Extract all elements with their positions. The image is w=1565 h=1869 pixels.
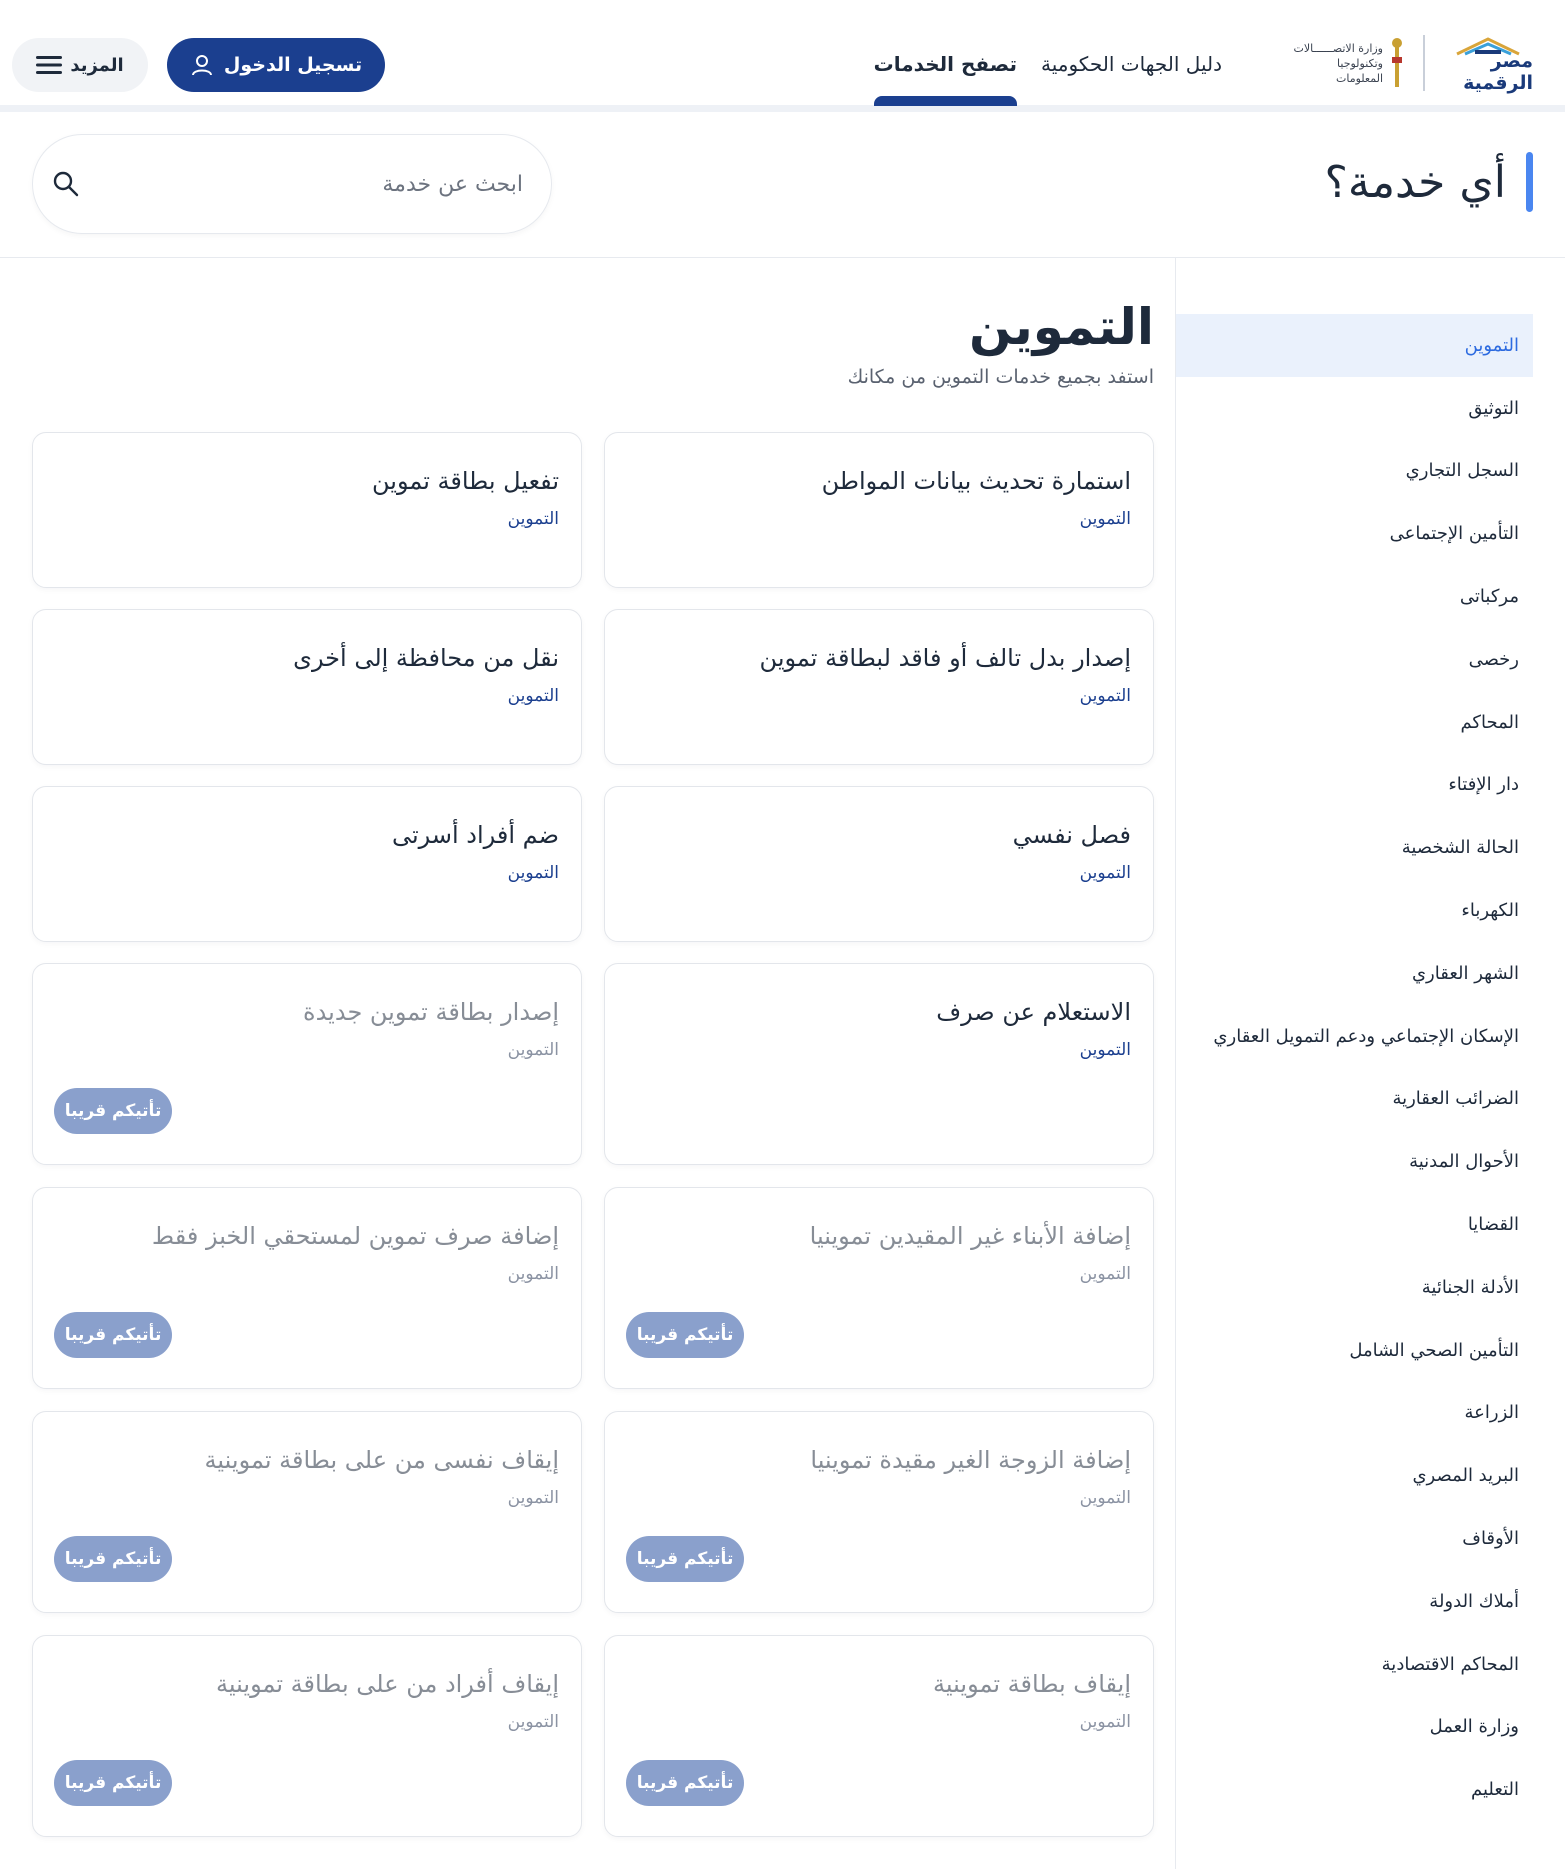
service-card-title: إصدار بدل تالف أو فاقد لبطاقة تموين (759, 644, 1131, 672)
category-sidebar (1175, 258, 1533, 1869)
service-card-category: التموين (1079, 863, 1131, 883)
sidebar-item[interactable]: التوثيق (1468, 397, 1519, 419)
sidebar-item[interactable]: الحالة الشخصية (1401, 837, 1519, 859)
more-menu-label: المزيد (70, 54, 124, 76)
service-card-category: التموين (1079, 1264, 1131, 1284)
sidebar-item[interactable]: التعليم (1471, 1779, 1519, 1801)
service-card-category: التموين (507, 686, 559, 706)
sidebar-item[interactable]: البريد المصري (1412, 1465, 1519, 1487)
sidebar-item[interactable]: التموين (1176, 314, 1533, 377)
heading-accent-bar (1526, 152, 1533, 212)
coming-soon-badge: تأتيكم قريبا (626, 1536, 744, 1582)
digital-egypt-logo-text: مصر الرقمية (1463, 50, 1533, 94)
service-card[interactable] (32, 1187, 582, 1389)
service-card-category: التموين (1079, 1488, 1131, 1508)
category-title: التموين (969, 298, 1154, 356)
service-card[interactable] (32, 963, 582, 1165)
service-card[interactable] (604, 1187, 1154, 1389)
logo-divider (1423, 35, 1425, 91)
service-card-category: التموين (507, 863, 559, 883)
coming-soon-badge: تأتيكم قريبا (54, 1760, 172, 1806)
service-card-title: استمارة تحديث بيانات المواطن (821, 467, 1131, 495)
search-heading (1325, 152, 1533, 212)
service-card-category: التموين (1079, 1712, 1131, 1732)
service-card-category: التموين (507, 1040, 559, 1060)
service-card-title: إضافة صرف تموين لمستحقي الخبز فقط (151, 1222, 559, 1250)
hamburger-icon (36, 54, 62, 76)
category-subtitle: استفد بجميع خدمات التموين من مكانك (847, 366, 1154, 388)
service-card-category: التموين (1079, 1040, 1131, 1060)
sidebar-item[interactable]: التأمين الصحي الشامل (1349, 1339, 1519, 1361)
sidebar-item[interactable]: المحاكم (1460, 711, 1519, 733)
service-card-category: التموين (1079, 686, 1131, 706)
service-card-title: الاستعلام عن صرف (936, 998, 1131, 1026)
sidebar-item[interactable]: الأدلة الجنائية (1421, 1276, 1519, 1298)
service-card[interactable] (604, 786, 1154, 942)
service-card-title: إصدار بطاقة تموين جديدة (303, 998, 559, 1026)
service-card-title: إضافة الأبناء غير المقيدين تموينيا (809, 1222, 1131, 1250)
service-card-title: إيقاف أفراد من على بطاقة تموينية (216, 1670, 559, 1698)
service-card[interactable] (32, 786, 582, 942)
service-card-title: فصل نفسي (1012, 821, 1131, 849)
sidebar-item[interactable]: الزراعة (1464, 1402, 1519, 1424)
sidebar-item[interactable]: الضرائب العقارية (1392, 1088, 1519, 1110)
coming-soon-badge: تأتيكم قريبا (54, 1536, 172, 1582)
service-card-category: التموين (507, 1488, 559, 1508)
service-card[interactable] (604, 963, 1154, 1165)
login-button-label: تسجيل الدخول (223, 54, 363, 76)
service-card[interactable] (32, 1635, 582, 1837)
sidebar-item[interactable]: الأوقاف (1462, 1528, 1519, 1550)
service-card[interactable] (32, 609, 582, 765)
coming-soon-badge: تأتيكم قريبا (54, 1088, 172, 1134)
service-card-title: تفعيل بطاقة تموين (372, 467, 559, 495)
logo-group[interactable] (1291, 32, 1533, 94)
sidebar-item[interactable]: الأحوال المدنية (1409, 1151, 1519, 1173)
service-card-category: التموين (507, 1712, 559, 1732)
service-card-title: ضم أفراد أسرتى (391, 821, 559, 849)
service-card-category: التموين (507, 509, 559, 529)
service-card[interactable] (604, 1635, 1154, 1837)
service-card[interactable] (604, 432, 1154, 588)
search-box[interactable] (32, 134, 552, 234)
sidebar-item[interactable]: مركباتى (1459, 586, 1519, 608)
service-card-title: إيقاف نفسى من على بطاقة تموينية (204, 1446, 559, 1474)
service-card-category: التموين (507, 1264, 559, 1284)
search-input[interactable] (97, 172, 523, 197)
coming-soon-badge: تأتيكم قريبا (626, 1760, 744, 1806)
service-card[interactable] (604, 1411, 1154, 1613)
sidebar-item[interactable]: المحاكم الاقتصادية (1381, 1653, 1519, 1675)
user-icon (190, 53, 214, 77)
service-card-category: التموين (1079, 509, 1131, 529)
search-heading-text: أي خدمة؟ (1324, 156, 1506, 208)
service-card-title: إضافة الزوجة الغير مقيدة تموينيا (810, 1446, 1131, 1474)
sidebar-item[interactable]: الشهر العقاري (1411, 962, 1519, 984)
service-card[interactable] (32, 432, 582, 588)
login-button[interactable] (167, 38, 385, 92)
coming-soon-badge: تأتيكم قريبا (54, 1312, 172, 1358)
sidebar-item[interactable]: السجل التجاري (1405, 460, 1519, 482)
digital-egypt-logo[interactable] (1443, 32, 1533, 94)
top-header (0, 0, 1565, 112)
nav-government-directory[interactable]: دليل الجهات الحكومية (1040, 52, 1222, 76)
service-card-title: إيقاف بطاقة تموينية (933, 1670, 1131, 1698)
sidebar-item[interactable]: دار الإفتاء (1448, 774, 1519, 796)
sidebar-item[interactable]: القضايا (1467, 1214, 1519, 1236)
main-nav (874, 52, 1222, 76)
more-menu-button[interactable] (12, 38, 148, 92)
sidebar-item[interactable]: أملاك الدولة (1429, 1590, 1519, 1612)
nav-browse-services[interactable]: تصفح الخدمات (873, 52, 1017, 76)
search-section (0, 112, 1565, 258)
sidebar-item[interactable]: وزارة العمل (1429, 1716, 1519, 1738)
sidebar-item[interactable]: الكهرباء (1461, 900, 1519, 922)
coming-soon-badge: تأتيكم قريبا (626, 1312, 744, 1358)
service-card-title: نقل من محافظة إلى أخرى (293, 644, 559, 672)
sidebar-item[interactable]: رخصى (1468, 648, 1519, 670)
ministry-logo[interactable] (1291, 35, 1405, 91)
eagle-emblem-icon (1389, 35, 1405, 91)
search-icon[interactable] (51, 169, 81, 199)
sidebar-item[interactable]: التأمين الإجتماعى (1389, 523, 1519, 545)
category-list (1176, 314, 1533, 1821)
services-grid (32, 432, 1154, 1859)
service-card[interactable] (604, 609, 1154, 765)
service-card[interactable] (32, 1411, 582, 1613)
sidebar-item[interactable]: الإسكان الإجتماعي ودعم التمويل العقاري (1213, 1025, 1519, 1047)
ministry-logo-text: وزارة الاتصــــــالات وتكنولوجيا المعلومات (1293, 41, 1383, 85)
